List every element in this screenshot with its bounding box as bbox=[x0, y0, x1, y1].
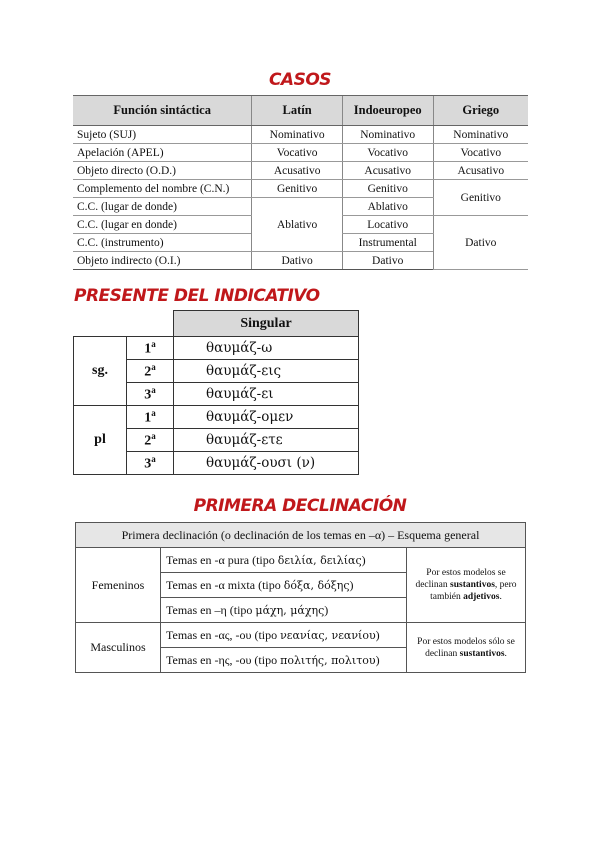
cell-latin-ablativo: Ablativo bbox=[252, 198, 342, 252]
table-header-row bbox=[74, 311, 359, 337]
table-row bbox=[76, 548, 526, 573]
table-row bbox=[74, 406, 359, 429]
verb-form: θαυμάζ-εις bbox=[174, 360, 359, 383]
cell-latin: Genitivo bbox=[252, 180, 342, 198]
cell-function: Objeto directo (O.D.) bbox=[73, 162, 252, 180]
cell-indoeuropeo: Instrumental bbox=[342, 234, 433, 252]
header-singular: Singular bbox=[174, 311, 359, 337]
verb-form: θαυμάζ-ω bbox=[174, 337, 359, 360]
table-row bbox=[73, 180, 528, 198]
verb-form: θαυμάζ-ει bbox=[174, 383, 359, 406]
cell-indoeuropeo: Ablativo bbox=[342, 198, 433, 216]
table-row bbox=[74, 337, 359, 360]
cell-function: C.C. (lugar en donde) bbox=[73, 216, 252, 234]
tema-cell: Temas en -α pura (tipo δειλία, δειλίας) bbox=[161, 548, 407, 573]
gender-masculinos: Masculinos bbox=[76, 623, 161, 673]
tema-cell: Temas en -α mixta (tipo δόξα, δόξης) bbox=[161, 573, 407, 598]
cell-indoeuropeo: Acusativo bbox=[342, 162, 433, 180]
cell-indoeuropeo: Vocativo bbox=[342, 144, 433, 162]
tema-cell: Temas en -ας, -ου (tipo νεανίας, νεανίου) bbox=[161, 623, 407, 648]
header-funcion: Función sintáctica bbox=[73, 96, 252, 126]
declinacion-table bbox=[75, 522, 526, 673]
person-cell: 1$^a$ bbox=[127, 406, 174, 429]
group-label-pl: pl bbox=[74, 406, 127, 475]
cell-griego: Vocativo bbox=[433, 144, 528, 162]
declinacion-title: PRIMERA DECLINACIÓN bbox=[193, 496, 407, 516]
presente-title: PRESENTE DEL INDICATIVO bbox=[74, 286, 320, 306]
tema-cell: Temas en -ης, -ου (tipo πολιτής, πολιτου) bbox=[161, 648, 407, 673]
note-masculinos: Por estos modelos sólo se declinan sustantivos. bbox=[407, 623, 526, 673]
cell-indoeuropeo: Nominativo bbox=[342, 126, 433, 144]
casos-title: CASOS bbox=[268, 70, 332, 90]
person-cell: 3$^a$ bbox=[127, 452, 174, 475]
person-cell: 3$^a$ bbox=[127, 383, 174, 406]
tema-cell: Temas en –η (tipo μάχη, μάχης) bbox=[161, 598, 407, 623]
table-row bbox=[73, 144, 528, 162]
casos-table bbox=[73, 95, 528, 270]
cell-function: Complemento del nombre (C.N.) bbox=[73, 180, 252, 198]
cell-function: C.C. (lugar de donde) bbox=[73, 198, 252, 216]
cell-indoeuropeo: Genitivo bbox=[342, 180, 433, 198]
group-label-sg: sg. bbox=[74, 337, 127, 406]
person-cell: 2$^a$ bbox=[127, 360, 174, 383]
verb-form: θαυμάζ-ουσι (ν) bbox=[174, 452, 359, 475]
verb-form: θαυμάζ-ετε bbox=[174, 429, 359, 452]
table-row bbox=[73, 126, 528, 144]
header-griego: Griego bbox=[433, 96, 528, 126]
cell-function: C.C. (instrumento) bbox=[73, 234, 252, 252]
cell-griego-genitivo: Genitivo bbox=[433, 180, 528, 216]
cell-latin: Acusativo bbox=[252, 162, 342, 180]
table-header-row bbox=[73, 96, 528, 126]
header-latin: Latín bbox=[252, 96, 342, 126]
cell-indoeuropeo: Dativo bbox=[342, 252, 433, 270]
note-femeninos: Por estos modelos se declinan sustantivos, pero también adjetivos. bbox=[407, 548, 526, 623]
verb-form: θαυμάζ-ομεν bbox=[174, 406, 359, 429]
person-cell: 2$^a$ bbox=[127, 429, 174, 452]
cell-function: Sujeto (SUJ) bbox=[73, 126, 252, 144]
presente-table bbox=[73, 310, 359, 475]
blank-corner bbox=[74, 311, 174, 337]
cell-indoeuropeo: Locativo bbox=[342, 216, 433, 234]
table-row bbox=[76, 623, 526, 648]
cell-griego: Acusativo bbox=[433, 162, 528, 180]
table-row bbox=[73, 162, 528, 180]
cell-function: Apelación (APEL) bbox=[73, 144, 252, 162]
cell-griego-dativo: Dativo bbox=[433, 216, 528, 270]
cell-function: Objeto indirecto (O.I.) bbox=[73, 252, 252, 270]
cell-latin: Dativo bbox=[252, 252, 342, 270]
gender-femeninos: Femeninos bbox=[76, 548, 161, 623]
header-indoeuropeo: Indoeuropeo bbox=[342, 96, 433, 126]
person-cell: 1$^a$ bbox=[127, 337, 174, 360]
cell-griego: Nominativo bbox=[433, 126, 528, 144]
cell-latin: Vocativo bbox=[252, 144, 342, 162]
table-caption-row bbox=[76, 523, 526, 548]
cell-latin: Nominativo bbox=[252, 126, 342, 144]
declinacion-caption: Primera declinación (o declinación de los temas en –α) – Esquema general bbox=[76, 523, 526, 548]
